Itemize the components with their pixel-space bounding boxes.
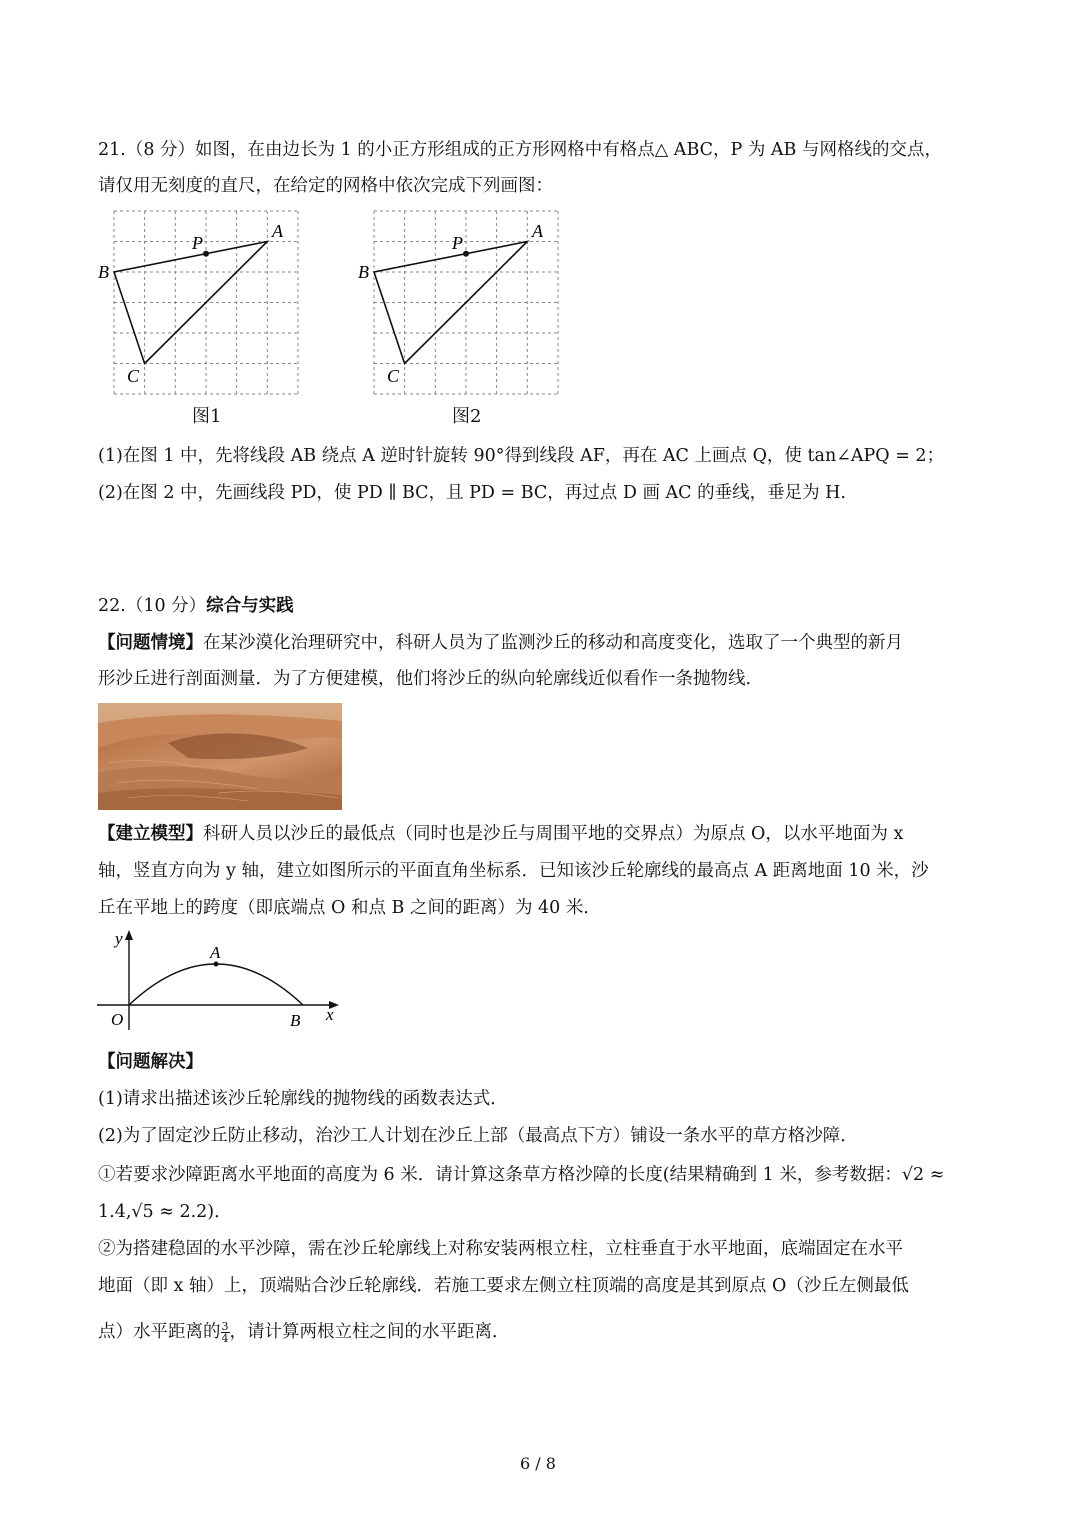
triangle-abc <box>374 242 527 364</box>
label-b: B <box>98 262 109 282</box>
frac-numerator: 3 <box>221 1320 229 1333</box>
triangle-abc <box>114 242 267 364</box>
label-o: O <box>111 1010 124 1029</box>
q21-part2: (2)在图 2 中，先画线段 PD，使 PD ∥ BC，且 PD = BC，再过点 D 画 AC 的垂线，垂足为 H. <box>98 483 846 503</box>
label-a: A <box>210 943 221 962</box>
q22-p2b-line3 <box>98 1320 510 1344</box>
q22-header-prefix: 22.（10 分） <box>98 596 207 616</box>
page-number: 6 / 8 <box>520 1454 556 1473</box>
situation-tag: 【问题情境】 <box>98 633 203 653</box>
q22-model-line2: 轴，竖直方向为 y 轴，建立如图所示的平面直角坐标系．已知该沙丘轮廓线的最高点 A 距离地面 10 米，沙 <box>98 861 929 881</box>
frac-denominator: 4 <box>221 1332 229 1345</box>
sand-dune-photo <box>98 703 342 810</box>
q22-header <box>98 594 294 618</box>
y-axis-arrow <box>125 930 133 940</box>
figure-2-caption: 图2 <box>452 406 482 427</box>
q22-situation-line1 <box>98 631 903 655</box>
label-a: A <box>532 221 543 241</box>
q21-stem-line1: 21.（8 分）如图，在由边长为 1 的小正方形组成的正方形网格中有格点△ ABC，P 为 AB 与网格线的交点， <box>98 140 942 160</box>
fraction-three-quarters <box>221 1321 230 1344</box>
situation-text: 在某沙漠化治理研究中，科研人员为了监测沙丘的移动和高度变化，选取了一个典型的新月 <box>203 633 903 653</box>
p2b-line3-post: ，请计算两根立柱之间的水平距离． <box>229 1322 510 1342</box>
label-b: B <box>290 1011 301 1030</box>
parabola-curve <box>129 964 303 1005</box>
point-a <box>214 962 219 967</box>
label-b: B <box>358 262 369 282</box>
q22-p2b-line1: ②为搭建稳固的水平沙障，需在沙丘轮廓线上对称安装两根立柱，立柱垂直于水平地面，底端固定在水平 <box>98 1239 903 1259</box>
label-x: x <box>326 1005 334 1024</box>
dune-parabola-graph <box>95 928 345 1032</box>
label-c: C <box>387 366 400 386</box>
q21-part1: (1)在图 1 中，先将线段 AB 绕点 A 逆时针旋转 90°得到线段 AF，再在 AC 上画点 Q，使 tan∠APQ = 2； <box>98 446 945 466</box>
model-text: 科研人员以沙丘的最低点（同时也是沙丘与周围平地的交界点）为原点 O，以水平地面为 x <box>203 824 904 844</box>
figure-1-caption: 图1 <box>192 406 222 427</box>
point-p <box>463 251 469 257</box>
label-c: C <box>127 366 140 386</box>
p2b-line3-pre: 点）水平距离的 <box>98 1322 221 1342</box>
model-tag: 【建立模型】 <box>98 824 203 844</box>
label-y: y <box>115 929 123 948</box>
label-a: A <box>272 221 283 241</box>
q22-header-title: 综合与实践 <box>206 596 294 616</box>
label-p: P <box>192 233 203 253</box>
q22-model-line3: 丘在平地上的跨度（即底端点 O 和点 B 之间的距离）为 40 米． <box>98 898 601 918</box>
q22-situation-line2: 形沙丘进行剖面测量．为了方便建模，他们将沙丘的纵向轮廓线近似看作一条抛物线． <box>98 669 763 689</box>
q22-p2b-line2: 地面（即 x 轴）上，顶端贴合沙丘轮廓线．若施工要求左侧立柱顶端的高度是其到原点 O（沙丘左侧最低 <box>98 1276 909 1296</box>
point-p <box>203 251 209 257</box>
label-p: P <box>452 233 463 253</box>
q22-model-line1 <box>98 822 903 846</box>
q22-p2a-line1: ①若要求沙障距离水平地面的高度为 6 米．请计算这条草方格沙障的长度(结果精确到 1 米，参考数据：√2 ≈ <box>98 1165 945 1185</box>
q22-p1: (1)请求出描述该沙丘轮廓线的抛物线的函数表达式． <box>98 1089 508 1109</box>
q22-p2a-line2: 1.4,√5 ≈ 2.2)． <box>98 1202 232 1222</box>
q21-stem-line2: 请仅用无刻度的直尺，在给定的网格中依次完成下列画图： <box>98 176 553 196</box>
figure-2-grid <box>354 205 564 400</box>
figure-1-grid <box>94 205 304 400</box>
q22-p2: (2)为了固定沙丘防止移动，治沙工人计划在沙丘上部（最高点下方）铺设一条水平的草方格沙障． <box>98 1126 858 1146</box>
solve-tag: 【问题解决】 <box>98 1052 203 1072</box>
